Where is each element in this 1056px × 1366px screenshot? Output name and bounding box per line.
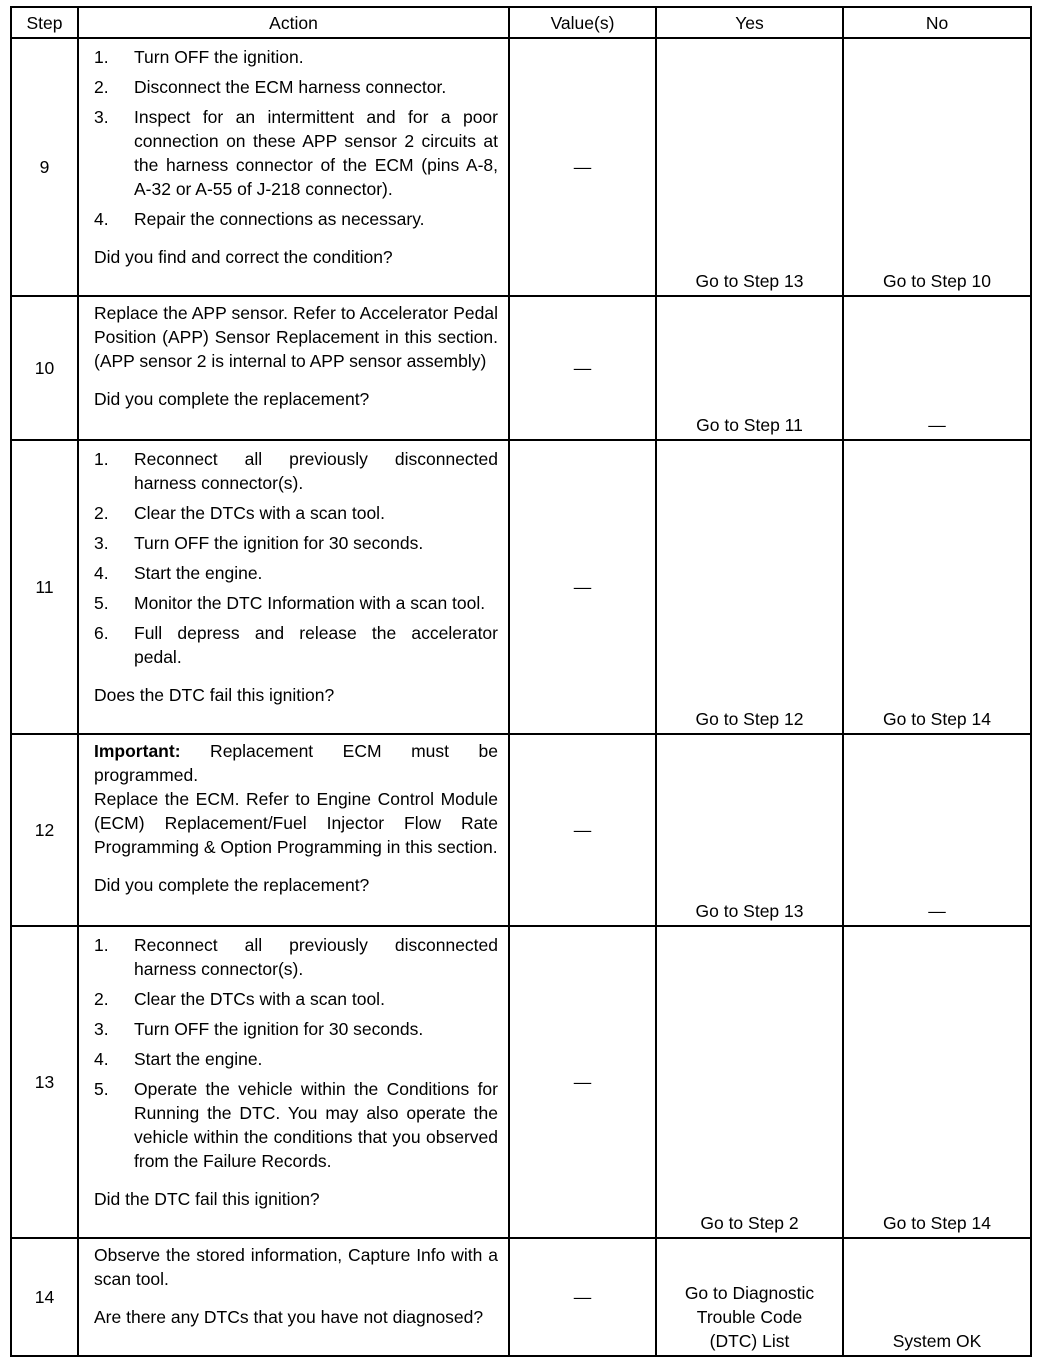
item-number: 2.	[94, 503, 109, 523]
item-text: Start the engine.	[134, 563, 263, 583]
item-text: Inspect for an intermittent and for a poor connection on these APP sensor 2 circuits at the harness connector of the ECM (pins A-8, A-32 or A-55 of J-218 connector).	[134, 107, 498, 199]
list-item	[94, 591, 498, 615]
no-cell: —	[843, 734, 1031, 926]
yes-cell: Go to Diagnostic Trouble Code (DTC) List	[656, 1238, 843, 1356]
item-number: 3.	[94, 107, 109, 127]
item-text: Turn OFF the ignition.	[134, 47, 304, 67]
list-item	[94, 621, 498, 669]
step-number: 14	[11, 1238, 78, 1356]
value-cell: —	[509, 926, 656, 1238]
value-cell: —	[509, 38, 656, 296]
item-text: Clear the DTCs with a scan tool.	[134, 989, 385, 1009]
item-text: Turn OFF the ignition for 30 seconds.	[134, 533, 424, 553]
header-yes: Yes	[656, 7, 843, 38]
list-item	[94, 531, 498, 555]
value-cell: —	[509, 440, 656, 734]
action-cell	[78, 440, 509, 734]
list-item	[94, 447, 498, 495]
item-text: Turn OFF the ignition for 30 seconds.	[134, 1019, 424, 1039]
question-text: Does the DTC fail this ignition?	[94, 685, 335, 705]
step-number: 12	[11, 734, 78, 926]
list-item	[94, 501, 498, 525]
question-text: Did the DTC fail this ignition?	[94, 1189, 320, 1209]
question-text: Did you find and correct the condition?	[94, 247, 393, 267]
list-item	[94, 45, 498, 69]
item-number: 2.	[94, 77, 109, 97]
table-row	[11, 1238, 1031, 1356]
question-text: Did you complete the replacement?	[94, 875, 370, 895]
table-row	[11, 734, 1031, 926]
question-text: Did you complete the replacement?	[94, 389, 370, 409]
important-note	[94, 739, 498, 787]
header-no: No	[843, 7, 1031, 38]
step-number: 9	[11, 38, 78, 296]
action-paragraph: Replace the APP sensor. Refer to Accelerator Pedal Position (APP) Sensor Replacement in this section. (APP sensor 2 is internal to APP sensor assembly)	[94, 303, 498, 371]
item-text: Full depress and release the accelerator pedal.	[134, 623, 498, 667]
list-item	[94, 1077, 498, 1173]
list-item	[94, 1047, 498, 1071]
diagnostic-table-container	[10, 6, 1030, 1357]
item-number: 4.	[94, 1049, 109, 1069]
action-cell	[78, 296, 509, 440]
list-item	[94, 1017, 498, 1041]
list-item	[94, 105, 498, 201]
item-number: 4.	[94, 209, 109, 229]
item-number: 1.	[94, 935, 109, 955]
item-number: 5.	[94, 1079, 109, 1099]
question-text: Are there any DTCs that you have not diagnosed?	[94, 1307, 484, 1327]
action-cell	[78, 926, 509, 1238]
list-item	[94, 987, 498, 1011]
item-number: 5.	[94, 593, 109, 613]
step-number: 11	[11, 440, 78, 734]
item-number: 6.	[94, 623, 109, 643]
yes-cell: Go to Step 12	[656, 440, 843, 734]
list-item	[94, 75, 498, 99]
item-text: Clear the DTCs with a scan tool.	[134, 503, 385, 523]
value-cell: —	[509, 734, 656, 926]
header-values: Value(s)	[509, 7, 656, 38]
item-number: 1.	[94, 47, 109, 67]
action-cell	[78, 1238, 509, 1356]
value-cell: —	[509, 1238, 656, 1356]
important-text: Replacement ECM must be programmed.	[94, 741, 498, 785]
header-step: Step	[11, 7, 78, 38]
no-cell: Go to Step 10	[843, 38, 1031, 296]
action-paragraph: Replace the ECM. Refer to Engine Control Module (ECM) Replacement/Fuel Injector Flow Rate Programming & Option Programming in this section.	[94, 789, 498, 857]
item-text: Disconnect the ECM harness connector.	[134, 77, 447, 97]
item-number: 3.	[94, 1019, 109, 1039]
yes-cell: Go to Step 13	[656, 38, 843, 296]
item-number: 1.	[94, 449, 109, 469]
item-number: 3.	[94, 533, 109, 553]
no-cell: System OK	[843, 1238, 1031, 1356]
header-row	[11, 7, 1031, 38]
item-number: 2.	[94, 989, 109, 1009]
yes-cell: Go to Step 13	[656, 734, 843, 926]
item-text: Monitor the DTC Information with a scan tool.	[134, 593, 486, 613]
item-text: Repair the connections as necessary.	[134, 209, 425, 229]
no-cell: Go to Step 14	[843, 926, 1031, 1238]
action-cell	[78, 38, 509, 296]
list-item	[94, 933, 498, 981]
step-number: 13	[11, 926, 78, 1238]
item-text: Reconnect all previously disconnected harness connector(s).	[134, 935, 498, 979]
list-item	[94, 207, 498, 231]
yes-cell: Go to Step 2	[656, 926, 843, 1238]
action-cell	[78, 734, 509, 926]
diagnostic-table	[10, 6, 1032, 1357]
list-item	[94, 561, 498, 585]
no-cell: —	[843, 296, 1031, 440]
yes-cell: Go to Step 11	[656, 296, 843, 440]
value-cell: —	[509, 296, 656, 440]
item-text: Operate the vehicle within the Conditions for Running the DTC. You may also operate the vehicle within the conditions that you observed from the Failure Records.	[134, 1079, 498, 1171]
action-paragraph: Observe the stored information, Capture Info with a scan tool.	[94, 1245, 498, 1289]
table-row	[11, 440, 1031, 734]
item-number: 4.	[94, 563, 109, 583]
item-text: Start the engine.	[134, 1049, 263, 1069]
table-row	[11, 926, 1031, 1238]
table-row	[11, 296, 1031, 440]
step-number: 10	[11, 296, 78, 440]
header-action: Action	[78, 7, 509, 38]
no-cell: Go to Step 14	[843, 440, 1031, 734]
item-text: Reconnect all previously disconnected harness connector(s).	[134, 449, 498, 493]
important-label: Important:	[94, 741, 181, 761]
table-row	[11, 38, 1031, 296]
